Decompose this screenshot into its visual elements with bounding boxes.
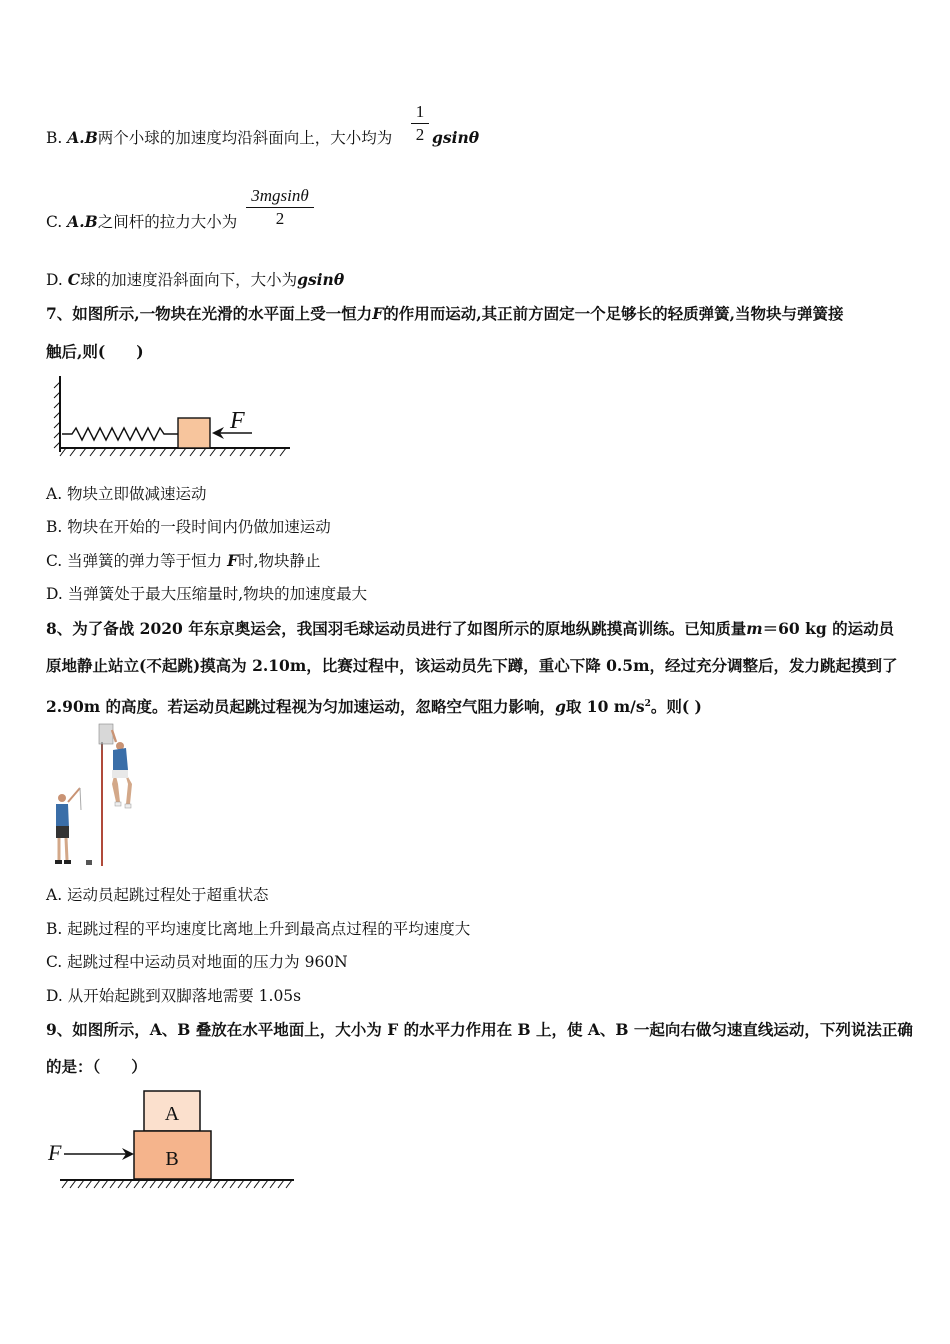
q7-option-c [46, 551, 321, 571]
stem-text: 8、为了备战 2020 年东京奥运会，我国羽毛球运动员进行了如图所示的原地纵跳摸高训练。已知质量 [46, 619, 747, 638]
stem-text: 2.90m 的高度。若运动员起跳过程视为匀加速运动，忽略空气阻力影响， [46, 697, 556, 717]
option-prefix: B. [46, 129, 63, 147]
fraction-tension [246, 186, 314, 229]
force-symbol: F [227, 551, 239, 570]
fraction-denominator: 2 [415, 125, 425, 144]
fraction-numerator: 3mgsinθ [251, 186, 309, 205]
stacked-blocks-figure [44, 1086, 298, 1194]
q6-option-b [46, 128, 392, 148]
mass-symbol: m [746, 619, 763, 638]
jump-reach-photo [50, 722, 140, 870]
spring [62, 428, 178, 440]
q8-option-b: B. 起跳过程的平均速度比离地上升到最高点过程的平均速度大 [46, 920, 471, 938]
exponent: 2 [644, 699, 651, 709]
fraction-half [411, 102, 429, 145]
c-label: C [67, 270, 81, 289]
q6-option-c [46, 212, 237, 232]
option-text: 时,物块静止 [238, 552, 321, 570]
option-prefix: D. [46, 271, 63, 289]
force-symbol: F [372, 304, 384, 323]
option-text: 之间杆的拉力大小为 [97, 213, 238, 231]
stem-text: 。则( ) [650, 697, 702, 717]
option-text: C. 当弹簧的弹力等于恒力 [46, 552, 223, 570]
q9-stem-line1: 9、如图所示，A、B 叠放在水平地面上，大小为 F 的水平力作用在 B 上，使 A、B 一起向右做匀速直线运动，下列说法正确 [46, 1020, 913, 1039]
ab-label: A.B [67, 128, 98, 147]
option-text: 两个小球的加速度均沿斜面向上，大小均为 [97, 129, 393, 147]
stem-text: 7、如图所示,一物块在光滑的水平面上受一恒力 [46, 304, 373, 323]
stem-text: 取 10 m/s [565, 697, 645, 717]
q8-option-d: D. 从开始起跳到双脚落地需要 1.05s [46, 987, 302, 1005]
block [178, 418, 210, 448]
q7-option-a: A. 物块立即做减速运动 [46, 485, 207, 503]
option-prefix: C. [46, 213, 63, 231]
option-text: 球的加速度沿斜面向下，大小为 [80, 271, 298, 289]
q6-option-d [46, 270, 344, 290]
q8-stem-line2: 原地静止站立(不起跳)摸高为 2.10m，比赛过程中，该运动员先下蹲，重心下降 0.5m，经过充分调整后，发力跳起摸到了 [46, 656, 898, 675]
stem-text: ＝60 kg 的运动员 [762, 619, 895, 638]
gravity-symbol: g [555, 697, 566, 717]
q7-option-b: B. 物块在开始的一段时间内仍做加速运动 [46, 518, 331, 536]
q9-stem-line2: 的是：（ ） [46, 1057, 147, 1076]
gsin-term: gsinθ [297, 270, 345, 289]
q8-option-a: A. 运动员起跳过程处于超重状态 [46, 886, 269, 904]
q7-option-d: D. 当弹簧处于最大压缩量时,物块的加速度最大 [46, 585, 368, 603]
stem-text: 的作用而运动,其正前方固定一个足够长的轻质弹簧,当物块与弹簧接 [383, 304, 844, 323]
q7-stem-line1 [46, 304, 844, 324]
gsin-term: gsinθ [432, 128, 480, 147]
spring-block-figure [52, 372, 294, 462]
block-a-label: A [164, 1103, 180, 1125]
fraction-numerator: 1 [415, 102, 425, 121]
q7-stem-line2: 触后,则( ) [46, 342, 144, 361]
q8-stem-line3 [46, 694, 702, 717]
fraction-denominator: 2 [275, 209, 285, 228]
q8-option-c: C. 起跳过程中运动员对地面的压力为 960N [46, 953, 348, 971]
ab-label: A.B [67, 212, 98, 231]
force-label: F [48, 1140, 62, 1165]
block-b-label: B [165, 1148, 179, 1170]
q8-stem-line1 [46, 619, 894, 639]
force-label: F [230, 408, 245, 434]
